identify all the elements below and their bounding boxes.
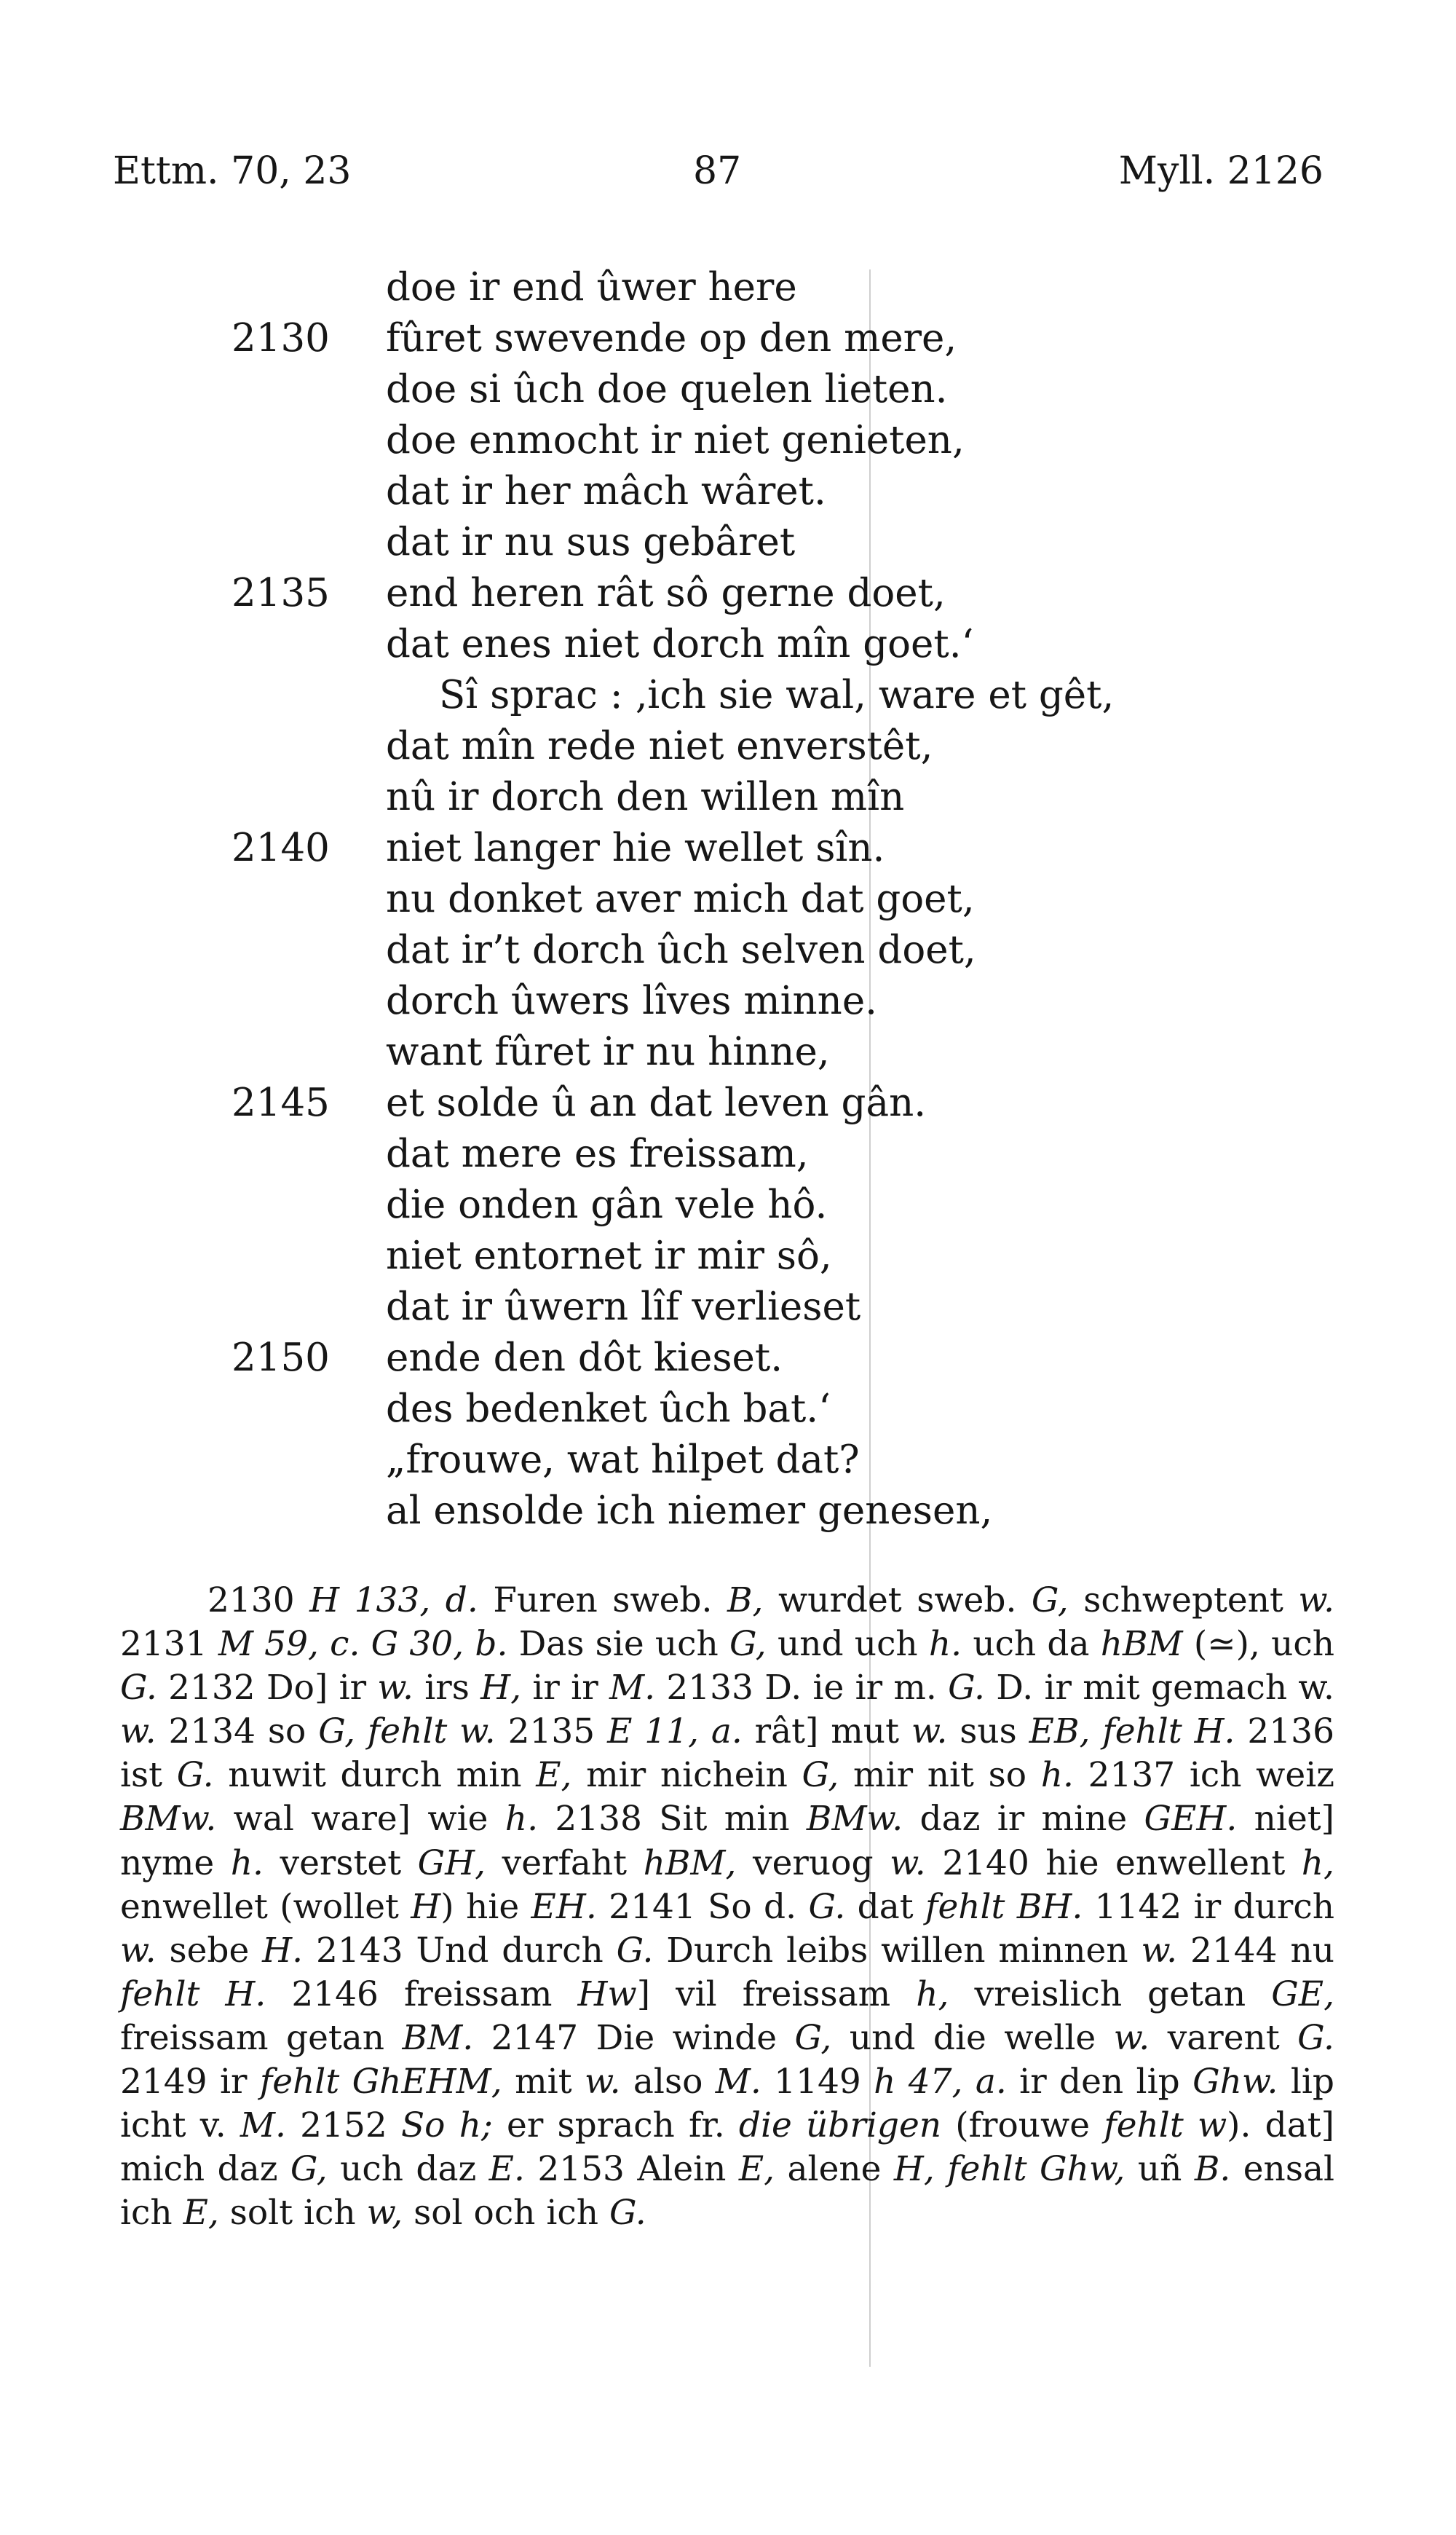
apparatus-siglum: E 11,: [607, 1711, 699, 1752]
verse-text-line: dorch ûwers lîves minne.: [386, 979, 878, 1023]
apparatus-text: 2143 Und durch: [303, 1930, 617, 1971]
running-header: [0, 149, 1456, 200]
apparatus-text: 2134 so: [156, 1711, 319, 1752]
apparatus-siglum: h.: [928, 1624, 962, 1665]
apparatus-text: ). dat] mich daz: [120, 2105, 1334, 2190]
verse-text-line: dat mere es freissam,: [386, 1132, 809, 1176]
apparatus-text: ) hie: [440, 1886, 531, 1927]
apparatus-siglum: w.: [1298, 1580, 1335, 1620]
apparatus-siglum: H.: [262, 1930, 304, 1971]
apparatus-siglum: G.: [176, 1755, 214, 1796]
apparatus-text: Furen sweb.: [478, 1580, 727, 1620]
apparatus-siglum: fehlt w.: [367, 1711, 496, 1752]
apparatus-text: 2137 ich weiz: [1073, 1755, 1335, 1796]
apparatus-siglum: G,: [1031, 1580, 1069, 1620]
apparatus-text: uch daz: [327, 2149, 489, 2190]
apparatus-siglum: G.: [616, 1930, 654, 1971]
apparatus-siglum: G,: [318, 1711, 356, 1752]
apparatus-siglum: w,: [366, 2193, 403, 2234]
apparatus-siglum: h.: [1040, 1755, 1074, 1796]
verse-line: [0, 364, 1456, 415]
apparatus-siglum: w.: [120, 1711, 157, 1752]
apparatus-siglum: fehlt H.: [120, 1974, 266, 2014]
apparatus-siglum: BMw.: [806, 1799, 903, 1840]
apparatus-text: wal ware] wie: [216, 1799, 505, 1840]
apparatus-siglum: B.: [1194, 2149, 1231, 2190]
verse-text-line: doe enmocht ir niet genieten,: [386, 418, 965, 462]
apparatus-text: vreislich getan: [949, 1974, 1272, 2014]
verse-text-line: dat ir ûwern lîf verlieset: [386, 1285, 861, 1329]
apparatus-text: wurdet sweb.: [763, 1580, 1032, 1620]
apparatus-siglum: w.: [890, 1842, 926, 1883]
apparatus-siglum: BMw.: [120, 1799, 217, 1840]
verse-line: [0, 1435, 1456, 1486]
apparatus-text: [355, 1711, 368, 1751]
verse-line: [0, 1078, 1456, 1129]
apparatus-text: schweptent: [1068, 1580, 1299, 1620]
apparatus-siglum: h.: [505, 1799, 539, 1840]
apparatus-text: und die welle: [831, 2017, 1114, 2058]
apparatus-text: D. ir mit gemach w.: [984, 1668, 1334, 1708]
apparatus-text: freissam getan: [120, 2017, 403, 2058]
apparatus-siglum: B,: [727, 1580, 764, 1620]
apparatus-siglum: GH,: [417, 1842, 486, 1883]
apparatus-text: niet] nyme: [120, 1799, 1334, 1883]
apparatus-text: 2144 nu: [1177, 1930, 1334, 1971]
apparatus-siglum: fehlt Ghw,: [947, 2149, 1125, 2190]
verse-line: [0, 874, 1456, 925]
apparatus-text: 2135: [495, 1711, 608, 1752]
apparatus-siglum: a.: [711, 1711, 743, 1752]
apparatus-siglum: h.: [230, 1842, 264, 1883]
apparatus-siglum: b.: [475, 1624, 508, 1665]
verse-text-line: want fûret ir nu hinne,: [386, 1030, 830, 1074]
apparatus-siglum: G,: [794, 2017, 832, 2058]
apparatus-siglum: E.: [488, 2149, 525, 2190]
apparatus-siglum: BM.: [402, 2017, 474, 2058]
apparatus-text: (frouwe: [941, 2105, 1104, 2146]
apparatus-siglum: fehlt GhEHM,: [259, 2062, 502, 2102]
apparatus-text: 1149: [761, 2062, 874, 2102]
verse-line: [0, 1027, 1456, 1078]
apparatus-text: alene: [775, 2149, 894, 2190]
verse-line: [0, 823, 1456, 874]
apparatus-siglum: w.: [911, 1711, 948, 1752]
apparatus-text: uch da: [962, 1624, 1101, 1665]
verse-text-line: dat ir nu sus gebâret: [386, 520, 796, 564]
verse-text-line: doe ir end ûwer here: [386, 265, 797, 310]
apparatus-text: und uch: [766, 1624, 929, 1665]
apparatus-text: 2146 freissam: [266, 1974, 578, 2014]
apparatus-text: [963, 2062, 976, 2102]
apparatus-siglum: w.: [1113, 2017, 1150, 2058]
apparatus-siglum: H: [411, 1886, 441, 1927]
apparatus-text: [935, 2149, 947, 2189]
apparatus-siglum: G.: [609, 2193, 646, 2234]
apparatus-siglum: E,: [738, 2149, 775, 2190]
apparatus-siglum: G,: [290, 2149, 328, 2190]
apparatus-text: [699, 1711, 711, 1751]
verse-line: [0, 568, 1456, 619]
header-left-reference: Ettm. 70, 23: [113, 149, 352, 193]
verse-text-line: fûret swevende op den mere,: [386, 316, 957, 360]
apparatus-text: verfaht: [486, 1842, 644, 1883]
apparatus-text: [319, 1624, 330, 1664]
apparatus-siglum: G.: [120, 1668, 157, 1708]
verse-text-line: nu donket aver mich dat goet,: [386, 877, 975, 921]
apparatus-text: lip icht v.: [120, 2062, 1334, 2146]
verse-text-line: al ensolde ich niemer genesen,: [386, 1489, 993, 1533]
verse-line: [0, 925, 1456, 976]
verse-text-line: doe si ûch doe quelen lieten.: [386, 367, 948, 411]
apparatus-siglum: M.: [240, 2105, 286, 2146]
apparatus-text: enwellet (wollet: [120, 1886, 411, 1927]
apparatus-text: [360, 1624, 371, 1664]
apparatus-siglum: Hw: [577, 1974, 637, 2014]
apparatus-text: mir nichein: [571, 1755, 802, 1796]
apparatus-siglum: fehlt w: [1104, 2105, 1227, 2146]
verse-text-line: des bedenket ûch bat.‘: [386, 1387, 831, 1431]
page-number: 87: [693, 149, 742, 193]
apparatus-siglum: h 47,: [874, 2062, 963, 2102]
apparatus-siglum: w.: [377, 1668, 414, 1708]
verse-text-line: niet entornet ir mir sô,: [386, 1234, 832, 1278]
apparatus-text: sebe: [156, 1930, 263, 1971]
apparatus-text: 2152: [285, 2105, 401, 2146]
apparatus-text: 2130: [207, 1580, 310, 1620]
verse-line: [0, 670, 1456, 721]
apparatus-siglum: a.: [975, 2062, 1007, 2102]
verse-line: [0, 1282, 1456, 1333]
verse-line: [0, 415, 1456, 466]
verse-line: [0, 1486, 1456, 1537]
apparatus-text: 1142 ir durch: [1083, 1886, 1334, 1927]
apparatus-text: irs: [413, 1668, 481, 1708]
apparatus-siglum: G.: [1297, 2017, 1334, 2058]
apparatus-text: varent: [1150, 2017, 1298, 2058]
apparatus-text: ensal ich: [120, 2149, 1334, 2234]
apparatus-text: Das sie uch: [507, 1624, 729, 1665]
apparatus-siglum: EB,: [1029, 1711, 1091, 1752]
verse-line: [0, 262, 1456, 313]
verse-line: [0, 1384, 1456, 1435]
verse-number: 2140: [232, 826, 330, 870]
verse-text-line: niet langer hie wellet sîn.: [386, 826, 885, 870]
header-right-reference: Myll. 2126: [1118, 149, 1324, 193]
verse-text-line: „frouwe, wat hilpet dat?: [386, 1438, 860, 1482]
apparatus-text: Durch leibs willen minnen: [653, 1930, 1142, 1971]
apparatus-text: ir den lip: [1006, 2062, 1193, 2102]
apparatus-text: er sprach fr.: [492, 2105, 739, 2146]
apparatus-siglum: G.: [948, 1668, 985, 1708]
verse-number: 2145: [232, 1081, 330, 1125]
apparatus-siglum: M.: [715, 2062, 761, 2102]
verse-number: 2150: [232, 1336, 330, 1380]
apparatus-text: 2147 Die winde: [473, 2017, 795, 2058]
apparatus-text: sol och ich: [403, 2193, 609, 2234]
apparatus-text: 2132 Do] ir: [157, 1668, 378, 1708]
verse-text-line: nû ir dorch den willen mîn: [386, 775, 905, 819]
apparatus-text: [1090, 1711, 1102, 1751]
apparatus-siglum: M 59,: [218, 1624, 319, 1665]
verse-line: [0, 1129, 1456, 1180]
apparatus-siglum: H,: [893, 2149, 935, 2190]
apparatus-text: sus: [947, 1711, 1029, 1752]
critical-apparatus: [120, 1579, 1334, 2235]
apparatus-siglum: EH.: [531, 1886, 597, 1927]
apparatus-siglum: H,: [480, 1668, 522, 1708]
apparatus-text: 2136 ist: [120, 1711, 1334, 1796]
verse-text-line: et solde û an dat leven gân.: [386, 1081, 927, 1125]
apparatus-text: (≃), uch: [1182, 1624, 1334, 1665]
verse-line: [0, 1180, 1456, 1231]
apparatus-text: 2149 ir: [120, 2062, 260, 2102]
apparatus-text: 2140 hie enwellent: [925, 1842, 1302, 1883]
verse-line: [0, 976, 1456, 1027]
apparatus-text: 2131: [120, 1624, 218, 1665]
apparatus-text: 2141 So d.: [596, 1886, 809, 1927]
apparatus-siglum: G 30,: [371, 1624, 464, 1665]
apparatus-text: also: [620, 2062, 716, 2102]
apparatus-text: [464, 1624, 475, 1664]
apparatus-siglum: w.: [584, 2062, 621, 2102]
verse-line: [0, 466, 1456, 517]
verse-line: [0, 721, 1456, 772]
apparatus-siglum: hBM: [1100, 1624, 1183, 1665]
apparatus-siglum: die übrigen: [738, 2105, 942, 2146]
apparatus-text: nuwit durch min: [213, 1755, 537, 1796]
apparatus-text: rât] mut: [742, 1711, 911, 1752]
apparatus-text: [430, 1580, 446, 1620]
apparatus-siglum: w.: [1141, 1930, 1178, 1971]
verse-text-line: die onden gân vele hô.: [386, 1183, 828, 1227]
apparatus-siglum: d.: [445, 1580, 478, 1620]
apparatus-siglum: G.: [808, 1886, 846, 1927]
verse-text-line: dat mîn rede niet enverstêt,: [386, 724, 933, 768]
apparatus-text: mit: [502, 2062, 585, 2102]
verse-text: [0, 262, 1456, 1537]
verse-text-line: dat ir her mâch wâret.: [386, 469, 826, 513]
apparatus-siglum: G,: [729, 1624, 767, 1665]
verse-line: [0, 772, 1456, 823]
apparatus-siglum: H 133,: [309, 1580, 431, 1620]
apparatus-siglum: w.: [120, 1930, 157, 1971]
apparatus-siglum: So h;: [400, 2105, 493, 2146]
apparatus-text: ir ir: [521, 1668, 609, 1708]
verse-number: 2130: [232, 316, 330, 360]
verse-line: [0, 1231, 1456, 1282]
apparatus-siglum: E,: [183, 2193, 219, 2234]
verse-text-line: end heren rât sô gerne doet,: [386, 571, 946, 615]
verse-text-line: dat enes niet dorch mîn goet.‘: [386, 622, 974, 666]
apparatus-text: daz ir mine: [903, 1799, 1144, 1840]
apparatus-text: 2153 Alein: [524, 2149, 739, 2190]
apparatus-text: veruog: [736, 1842, 890, 1883]
apparatus-text: mir nit so: [839, 1755, 1041, 1796]
apparatus-siglum: GE,: [1271, 1974, 1335, 2014]
verse-line: [0, 517, 1456, 568]
verse-line: [0, 1333, 1456, 1384]
verse-text-line: Sî sprac : ‚ich sie wal, ware et gêt,: [439, 673, 1115, 717]
apparatus-text: verstet: [263, 1842, 418, 1883]
apparatus-siglum: h,: [916, 1974, 949, 2014]
verse-number: 2135: [232, 571, 330, 615]
apparatus-text: dat: [845, 1886, 926, 1927]
apparatus-text: 2138 Sit min: [538, 1799, 807, 1840]
apparatus-text: ] vil freissam: [636, 1974, 917, 2014]
verse-text-line: dat ir’t dorch ûch selven doet,: [386, 928, 976, 972]
apparatus-siglum: G,: [802, 1755, 839, 1796]
verse-line: [0, 313, 1456, 364]
verse-line: [0, 619, 1456, 670]
verse-text-line: ende den dôt kieset.: [386, 1336, 783, 1380]
apparatus-siglum: Ghw.: [1192, 2062, 1278, 2102]
apparatus-text: 2133 D. ie ir m.: [655, 1668, 949, 1708]
apparatus-siglum: fehlt H.: [1102, 1711, 1235, 1752]
apparatus-text: uñ: [1125, 2149, 1195, 2190]
apparatus-siglum: GEH.: [1144, 1799, 1238, 1840]
apparatus-siglum: h,: [1301, 1842, 1334, 1883]
apparatus-siglum: hBM,: [643, 1842, 737, 1883]
apparatus-siglum: E,: [536, 1755, 572, 1796]
apparatus-siglum: fehlt BH.: [925, 1886, 1083, 1927]
apparatus-siglum: c.: [330, 1624, 360, 1665]
apparatus-siglum: M.: [609, 1668, 656, 1708]
apparatus-text: solt ich: [218, 2193, 367, 2234]
